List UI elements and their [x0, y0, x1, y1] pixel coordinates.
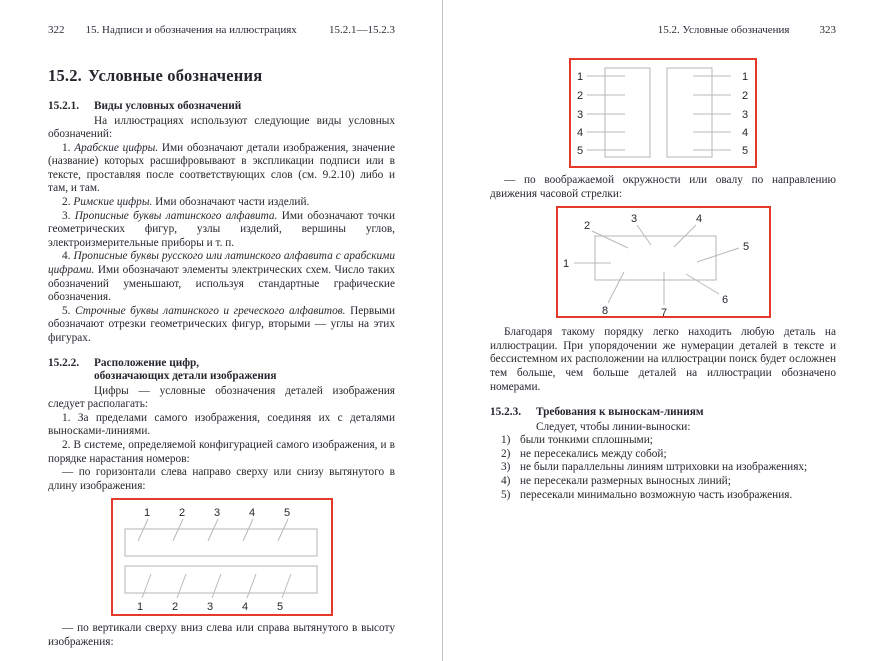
page-number-left: 322: [48, 24, 65, 36]
page-gutter-divider: [442, 0, 443, 661]
paragraph-1523-intro: Следует, чтобы линии-выноски:: [536, 420, 691, 433]
section-number: 15.2.: [48, 66, 82, 85]
leader-line: [247, 574, 256, 598]
item-term: Арабские цифры.: [74, 141, 159, 154]
figure-label: 1: [576, 71, 584, 83]
subsection-title: [94, 357, 395, 384]
illustration-rect-right: [667, 68, 712, 157]
figure-label: 5: [283, 507, 290, 520]
paragraph-intro-1521: На иллюстрациях используют следующие виды условных обозначений:: [48, 114, 395, 141]
paragraph-dash-circle: — по воображаемой окружности или овалу по направлению движения часовой стрелки:: [490, 174, 836, 200]
figure-horizontal-numbering: [111, 498, 333, 616]
illustration-rect-top: [125, 529, 317, 556]
item-number: 1.: [62, 141, 71, 154]
section-title-text: Условные обозначения: [88, 66, 263, 85]
running-head-right: [490, 24, 836, 36]
page-number-right: 323: [819, 24, 836, 36]
leader-line: [686, 274, 719, 294]
subsection-title: Требования к выноскам-линиям: [536, 406, 704, 419]
figure-clockwise-numbering: [556, 206, 771, 318]
list-item-kind-3: [48, 210, 395, 251]
item-number: 4.: [62, 250, 71, 263]
requirement-item-2: [490, 448, 836, 462]
paragraph-1522-item1: 1. За пределами самого изображения, соединяя их с деталями выносками-линиями.: [48, 411, 395, 438]
figure-label: 3: [213, 507, 220, 520]
figure-label: 3: [576, 109, 584, 121]
paragraph-1522-intro: Цифры — условные обозначения деталей изображения следует располагать:: [48, 384, 395, 411]
figure-label: 4: [695, 213, 702, 226]
figure-label: 2: [171, 601, 178, 614]
item-number: 3): [501, 461, 511, 474]
leader-line: [608, 272, 624, 303]
figure-label: 5: [742, 241, 749, 254]
subsection-title-line2: обозначающих детали изображения: [94, 370, 277, 383]
item-text: Ими обозначают точки геометрических фигур, узлы изделий, вершины углов, электроизмерительные приборы и т. п.: [48, 209, 396, 249]
subsection-number: 15.2.2.: [48, 356, 80, 369]
item-text: Ими обозначают элементы электрических схем. Число таких обозначений уменьшают, используя стандартные графические обозначения.: [48, 264, 396, 304]
illustration-rect-bottom: [125, 566, 317, 593]
leader-line: [282, 574, 291, 598]
figure-label: 4: [241, 601, 248, 614]
item-term: Строчные буквы латинского и греческого алфавитов.: [75, 304, 346, 317]
leader-line: [697, 248, 739, 262]
figure-label: 4: [576, 127, 584, 139]
item-text: пересекали минимально возможную часть изображения.: [520, 488, 793, 501]
item-number: 5.: [62, 304, 71, 317]
figure-label: 1: [741, 71, 749, 83]
subsection-number: 15.2.3.: [490, 406, 522, 419]
subsection-heading-1523: [490, 406, 836, 420]
item-term: Римские цифры.: [73, 196, 153, 209]
paragraph-conclusion: Благодаря такому порядку легко находить любую деталь на иллюстрации. При упорядочении же нумерации деталей в тексте и бессистемном их расположении на иллюстрации поиск будет осложнен тем больше, чем больше деталей на иллюстрации обозначено номерами.: [490, 326, 836, 393]
figure-label: 5: [576, 145, 584, 157]
figure-label: 3: [741, 109, 749, 121]
figure-vertical-numbering-wrap: [490, 58, 836, 168]
running-section-title: 15.2. Условные обозначения: [657, 24, 790, 36]
requirement-item-3: [490, 461, 836, 475]
figure-label: 2: [576, 90, 584, 102]
page-left: [0, 0, 442, 661]
leader-line: [177, 574, 186, 598]
leader-line: [142, 574, 151, 598]
running-section-range: 15.2.1—15.2.3: [329, 24, 395, 36]
illustration-rect: [595, 236, 716, 280]
subsection-title-line1: Расположение цифр,: [94, 356, 200, 369]
item-number: 2.: [62, 196, 71, 209]
item-term: Прописные буквы русского или латинского алфавита с арабскими цифрами.: [48, 250, 396, 277]
figure-border: [570, 59, 756, 167]
subsection-number: 15.2.1.: [48, 100, 80, 112]
figure-label: 1: [562, 258, 569, 271]
figure-label: 7: [660, 307, 667, 319]
item-text: не были параллельны линиям штриховки на изображениях;: [520, 461, 808, 474]
section-heading: [48, 66, 395, 86]
paragraph-dash-vertical: — по вертикали сверху вниз слева или справа вытянутого в высоту изображения:: [48, 622, 395, 648]
figure-label: 1: [136, 601, 143, 614]
list-item-kind-1: [48, 142, 395, 196]
figure-label: 8: [601, 305, 608, 318]
paragraph-1522-item2: 2. В системе, определяемой конфигурацией самого изображения, и в порядке нарастания номеров:: [48, 438, 395, 465]
figure-vertical-numbering: [569, 58, 757, 168]
figure-label: 3: [206, 601, 213, 614]
figure-label: 2: [178, 507, 185, 520]
running-chapter-title: 15. Надписи и обозначения на иллюстрациях: [85, 24, 297, 36]
requirement-item-4: [490, 475, 836, 489]
paragraph-dash-horizontal: — по горизонтали слева направо сверху или снизу вытянутого в длину изображения:: [48, 466, 395, 492]
figure-label: 6: [721, 294, 728, 307]
item-number: 4): [501, 475, 511, 488]
figure-label: 5: [276, 601, 283, 614]
leader-line: [637, 225, 651, 245]
item-text: Ими обозначают части изделий.: [155, 196, 310, 209]
list-item-kind-4: [48, 250, 395, 304]
subsection-heading-1521: [48, 100, 395, 114]
leader-line: [173, 519, 183, 541]
page-right: [442, 0, 884, 661]
item-text: были тонкими сплошными;: [520, 434, 653, 447]
figure-label: 2: [583, 220, 590, 233]
leader-line: [208, 519, 218, 541]
running-head-left: [48, 24, 395, 36]
figure-label: 5: [741, 145, 749, 157]
figure-label: 2: [741, 90, 749, 102]
figure-label: 3: [630, 213, 637, 226]
item-text: не пересекали размерных выносных линий;: [520, 475, 731, 488]
item-number: 1): [501, 434, 511, 447]
illustration-rect-left: [605, 68, 650, 157]
leader-line: [243, 519, 253, 541]
requirement-item-5: [490, 489, 836, 503]
subsection-title: Виды условных обозначений: [94, 100, 242, 112]
item-number: 2): [501, 447, 511, 460]
figure-label: 1: [143, 507, 150, 520]
item-term: Прописные буквы латинского алфавита.: [74, 209, 278, 222]
list-item-kind-2: [48, 196, 395, 210]
item-number: 5): [501, 488, 511, 501]
leader-line: [212, 574, 221, 598]
figure-clockwise-numbering-wrap: [490, 206, 836, 318]
figure-label: 4: [248, 507, 255, 520]
item-text: Ими обозначают детали изображения, значение (название) которых расшифровывают в экспликации подписи или в тексте, проставляя после соответствующих слов (см. 9.2.10) либо и там, и там.: [48, 141, 395, 195]
leader-line: [138, 519, 148, 541]
requirement-item-1: [490, 434, 836, 448]
leader-line: [278, 519, 288, 541]
item-text: не пересекались между собой;: [520, 447, 667, 460]
list-item-kind-5: [48, 305, 395, 346]
figure-label: 4: [741, 127, 749, 139]
item-number: 3.: [62, 209, 71, 222]
subsection-heading-1522: [48, 357, 395, 384]
item-text: Первыми обозначают отрезки геометрических фигур, вторыми — углы на этих фигурах.: [48, 304, 396, 344]
leader-line: [592, 231, 628, 248]
figure-horizontal-numbering-wrap: [48, 498, 395, 616]
